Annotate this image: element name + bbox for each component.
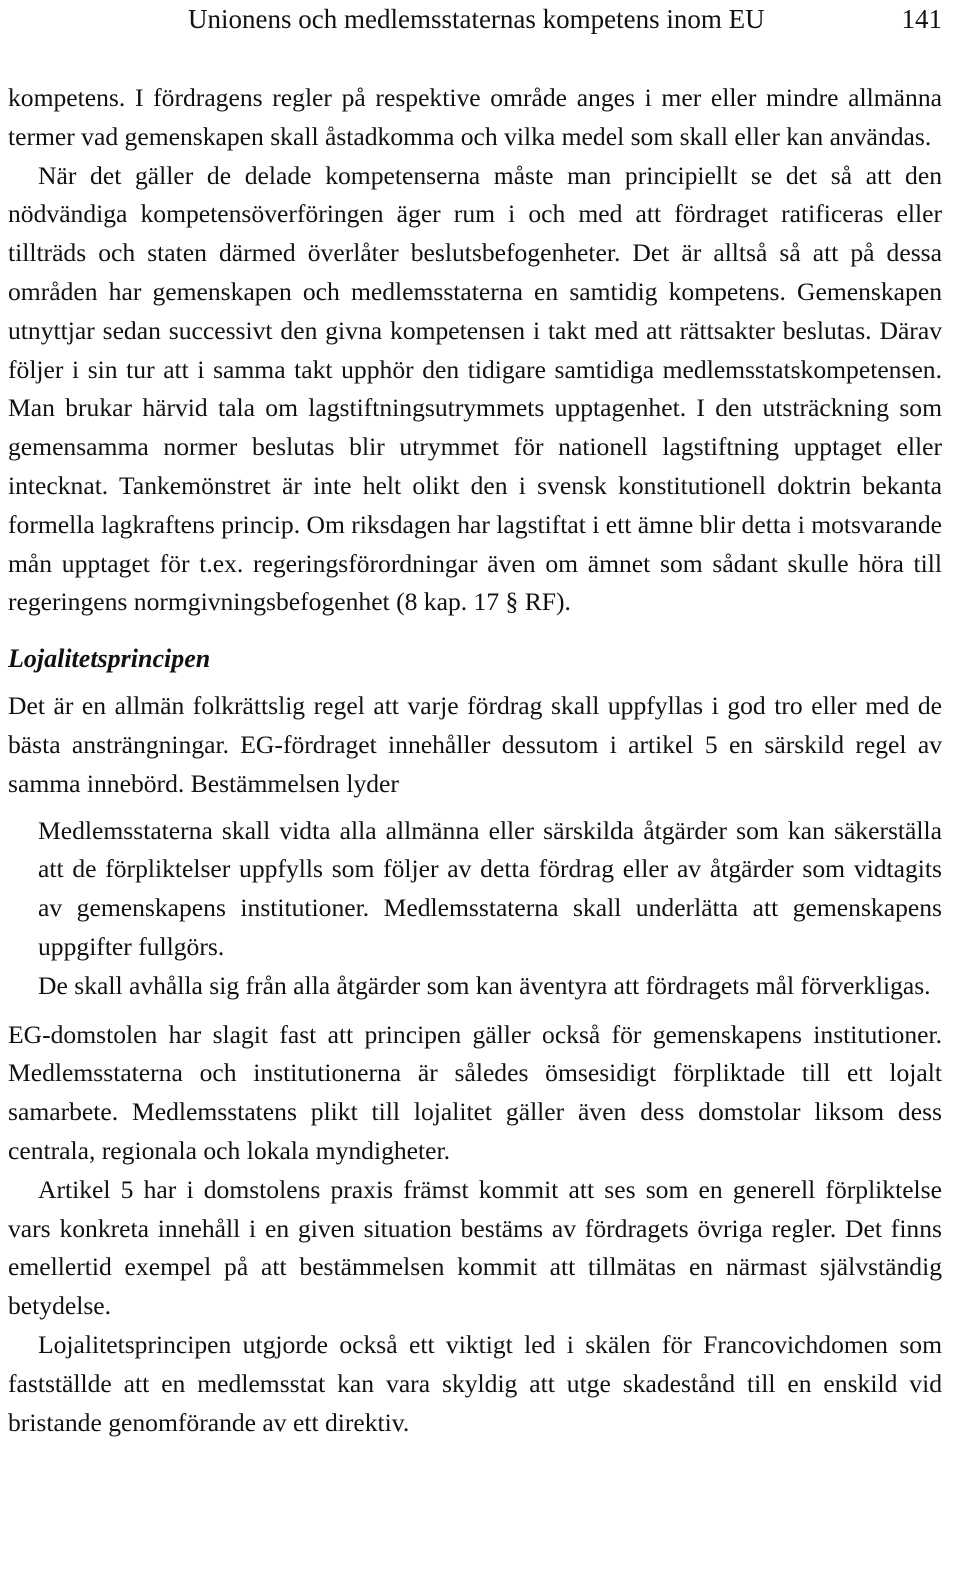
page-number: 141 (901, 4, 942, 34)
article-practice-paragraph: Artikel 5 har i domstolens praxis främst kommit att ses som en generell förpliktelse vars konkreta innehåll i en given situation bestäms av fördragets övriga regler. Det finns emellertid exempel på att bestämmelsen kommit att tillmätas en närmast självständig betydelse. (8, 1174, 942, 1321)
book-page (8, 0, 942, 1442)
shared-competence-paragraph: När det gäller de delade kompetenserna måste man principiellt se det så att den nödvändiga kompetensöverföringen äger rum i och med att fördraget ratificeras eller tillträds och staten därmed överlåter beslutsbefogenheter. Det är alltså så att på dessa områden har gemenskapen och medlemsstaterna en samtidig kompetens. Gemenskapen utnyttjar sedan successivt den givna kompetensen i takt med att rättsakter beslutas. Därav följer i sin tur att i samma takt upphör den tidigare samtidiga medlemsstatskompetensen. Man brukar härvid tala om lagstiftningsutrymmets upptagenhet. I den utsträckning som gemensamma normer beslutas blir utrymmet för nationell lagstiftning upptaget eller intecknat. Tankemönstret är inte helt olikt den i svensk konstitutionell doktrin bekanta formella lagkraftens princip. Om riksdagen har lagstiftat i ett ämne blir detta i motsvarande mån upptaget för t.ex. regeringsförordningar även om ämnet som sådant skulle höra till regeringens normgivningsbefogenhet (8 kap. 17 § RF). (8, 160, 942, 617)
francovich-paragraph: Lojalitetsprincipen utgjorde också ett viktigt led i skälen för Francovichdomen som fastställde att en medlemsstat kan vara skyldig att utge skadestånd till en enskild vid bristande genomförande av ett direktiv. (8, 1329, 942, 1437)
section-heading: Lojalitetsprincipen (8, 644, 211, 674)
running-header (8, 0, 942, 50)
opening-paragraph: kompetens. I fördragens regler på respektive område anges i mer eller mindre allmänna termer vad gemenskapen skall åstadkomma och vilka medel som skall eller kan användas. (8, 83, 942, 151)
quotation-paragraph-two: De skall avhålla sig från alla åtgärder som kan äventyra att fördragets mål förverkligas. (38, 970, 931, 1000)
article-five-quotation (38, 812, 942, 1006)
quotation-paragraph-one: Medlemsstaterna skall vidta alla allmänna eller särskilda åtgärder som kan säkerställa att de förpliktelser uppfylls som följer av detta fördrag eller av åtgärder som vidtagits av gemenskapens institutioner. Medlemsstaterna skall underlätta att gemenskapens uppgifter fullgörs. (38, 815, 942, 961)
lojalitet-intro-paragraph: Det är en allmän folkrättslig regel att varje fördrag skall uppfyllas i god tro eller med de bästa ansträngningar. EG-fördraget innehåller dessutom i artikel 5 en särskild regel av samma innebörd. Bestämmelsen lyder (8, 691, 942, 798)
court-paragraph: EG-domstolen har slagit fast att principen gäller också för gemenskapens institutioner. Medlemsstaterna och institutionerna är således ömsesidigt förpliktade till ett lojalt samarbete. Medlemsstatens plikt till lojalitet gäller även dess domstolar liksom dess centrala, regionala och lokala myndigheter. (8, 1019, 942, 1165)
running-title: Unionens och medlemsstaternas kompetens inom EU (188, 4, 765, 34)
